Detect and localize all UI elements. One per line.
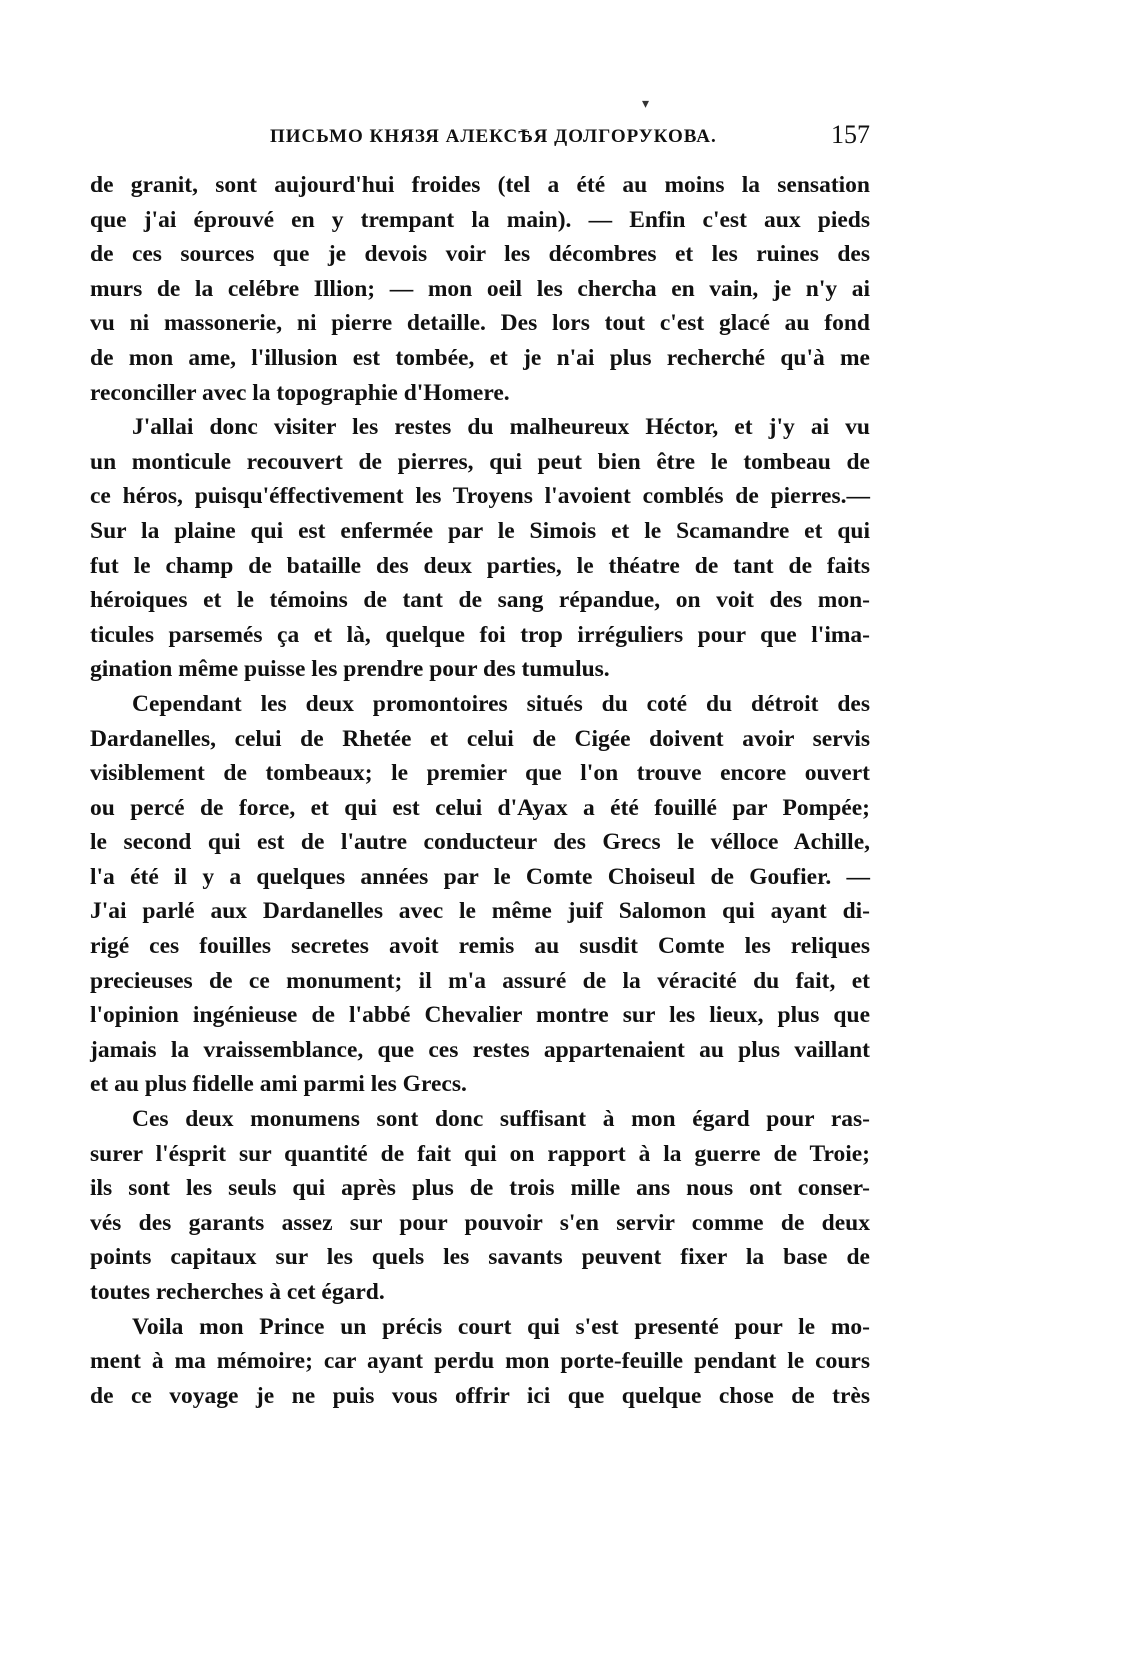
text-line: J'allai donc visiter les restes du malheureux Héctor, et j'y ai vu: [132, 414, 870, 441]
text-line: jamais la vraissemblance, que ces restes appartenaient au plus vaillant: [90, 1036, 870, 1063]
text-line: ou percé de force, et qui est celui d'Ayax a été fouillé par Pompée;: [90, 794, 870, 821]
text-line: de ces sources que je devois voir les décombres et les ruines des: [90, 241, 870, 268]
text-line: vu ni massonerie, ni pierre detaille. Des lors tout c'est glacé au fond: [90, 310, 870, 337]
running-title: ПИСЬМО КНЯЗЯ АЛЕКСѢЯ ДОЛГОРУКОВА.: [270, 126, 717, 147]
text-line: precieuses de ce monument; il m'a assuré de la véracité du fait, et: [90, 967, 870, 994]
text-line: Dardanelles, celui de Rhetée et celui de Cigée doivent avoir servis: [90, 725, 870, 752]
text-line: ce héros, puisqu'éffectivement les Troyens l'avoient comblés de pierres.—: [90, 483, 870, 510]
text-line: de granit, sont aujourd'hui froides (tel a été au moins la sensation: [90, 172, 870, 198]
print-mark: ▾: [642, 97, 650, 112]
text-line: Voila mon Prince un précis court qui s'est presenté pour le mo-: [132, 1313, 870, 1340]
text-line: Sur la plaine qui est enfermée par le Simois et le Scamandre et qui: [90, 517, 870, 544]
text-line: fut le champ de bataille des deux parties, le théatre de tant de faits: [90, 552, 870, 579]
text-line: rigé ces fouilles secretes avoit remis au susdit Comte les reliques: [90, 933, 870, 960]
text-line: visiblement de tombeaux; le premier que l'on trouve encore ouvert: [90, 760, 870, 787]
text-line: reconciller avec la topographie d'Homere.: [90, 379, 510, 406]
text-line: l'opinion ingénieuse de l'abbé Chevalier montre sur les lieux, plus que: [90, 1002, 870, 1029]
text-line: gination même puisse les prendre pour des tumulus.: [90, 656, 610, 683]
text-line: J'ai parlé aux Dardanelles avec le même juif Salomon qui ayant di-: [90, 898, 870, 925]
text-line: ticules parsemés ça et là, quelque foi trop irréguliers pour que l'ima-: [90, 621, 870, 648]
text-line: murs de la celébre Illion; — mon oeil les chercha en vain, je n'y ai: [90, 275, 870, 302]
text-line: points capitaux sur les quels les savants peuvent fixer la base de: [90, 1244, 870, 1271]
text-line: vés des garants assez sur pour pouvoir s'en servir comme de deux: [90, 1209, 870, 1236]
text-line: un monticule recouvert de pierres, qui peut bien être le tombeau de: [90, 448, 870, 475]
body-text: [90, 168, 870, 1413]
text-line: surer l'ésprit sur quantité de fait qui on rapport à la guerre de Troie;: [90, 1140, 870, 1167]
text-line: que j'ai éprouvé en y trempant la main). — Enfin c'est aux pieds: [90, 206, 870, 233]
text-line: toutes recherches à cet égard.: [90, 1279, 385, 1305]
text-line: Ces deux monumens sont donc suffisant à mon égard pour ras-: [132, 1106, 870, 1133]
text-line: de mon ame, l'illusion est tombée, et je n'ai plus recherché qu'à me: [90, 344, 870, 371]
text-line: le second qui est de l'autre conducteur des Grecs le vélloce Achille,: [90, 829, 870, 856]
text-line: ment à ma mémoire; car ayant perdu mon porte-feuille pendant le cours: [90, 1348, 870, 1375]
text-line: et au plus fidelle ami parmi les Grecs.: [90, 1071, 467, 1098]
page-number: 157: [831, 120, 870, 149]
text-line: Cependant les deux promontoires situés du coté du détroit des: [132, 690, 870, 717]
text-line: l'a été il y a quelques années par le Comte Choiseul de Goufier. —: [90, 863, 870, 890]
page-header: [90, 120, 870, 150]
text-line: de ce voyage je ne puis vous offrir ici que quelque chose de très: [90, 1382, 870, 1409]
text-line: ils sont les seuls qui après plus de trois mille ans nous ont conser-: [90, 1175, 870, 1202]
text-line: héroiques et le témoins de tant de sang répandue, on voit des mon-: [90, 587, 870, 614]
